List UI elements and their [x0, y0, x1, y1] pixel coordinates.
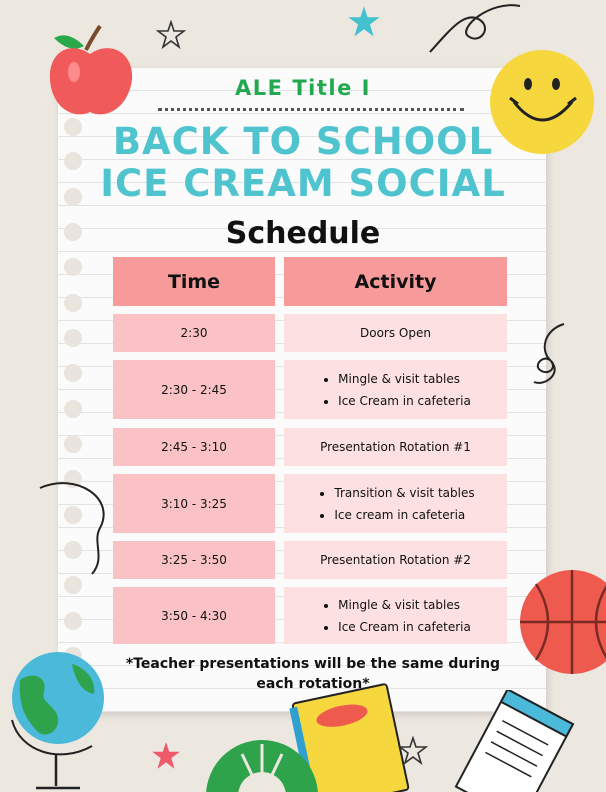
globe-icon: [0, 640, 120, 792]
table-row-time: 3:50 - 4:30: [113, 587, 275, 644]
table-row-time: 2:30: [113, 314, 275, 352]
table-row-activity: [284, 474, 507, 533]
page-title-line-2: ICE CREAM SOCIAL: [100, 162, 506, 205]
table-row-time: 3:10 - 3:25: [113, 474, 275, 533]
protractor-icon: [202, 740, 322, 792]
star-icon: [156, 20, 186, 50]
star-icon: [346, 4, 382, 40]
star-icon: [150, 740, 182, 772]
table-row-activity: Presentation Rotation #1: [284, 428, 507, 466]
list-item: • Transition & visit tables: [334, 482, 474, 504]
list-item: • Ice Cream in cafeteria: [338, 390, 471, 412]
dotted-divider: [158, 108, 464, 111]
doodle-squiggle-icon: [524, 320, 584, 390]
subtitle: ALE Title I: [235, 76, 371, 100]
list-item: • Mingle & visit tables: [338, 594, 471, 616]
list-item: • Ice cream in cafeteria: [334, 504, 474, 526]
table-row-time: 2:30 - 2:45: [113, 360, 275, 419]
column-header-activity: Activity: [284, 257, 507, 306]
table-row-time: 3:25 - 3:50: [113, 541, 275, 579]
table-row-time: 2:45 - 3:10: [113, 428, 275, 466]
table-row-activity: [284, 360, 507, 419]
doodle-squiggle-icon: [36, 478, 116, 578]
apple-icon: [40, 20, 144, 124]
table-row-activity: Presentation Rotation #2: [284, 541, 507, 579]
schedule-heading: Schedule: [225, 216, 381, 251]
table-row-activity: Doors Open: [284, 314, 507, 352]
column-header-time: Time: [113, 257, 275, 306]
notepad-icon: [450, 690, 580, 792]
list-item: • Ice Cream in cafeteria: [338, 616, 471, 638]
table-row-activity: [284, 587, 507, 644]
star-icon: [398, 736, 428, 766]
page-title-line-1: BACK TO SCHOOL: [112, 120, 494, 163]
basketball-icon: [516, 568, 606, 678]
list-item: • Mingle & visit tables: [338, 368, 471, 390]
footnote: *Teacher presentations will be the same during each rotation*: [125, 656, 501, 692]
top-yellow-blob: [230, 0, 290, 10]
